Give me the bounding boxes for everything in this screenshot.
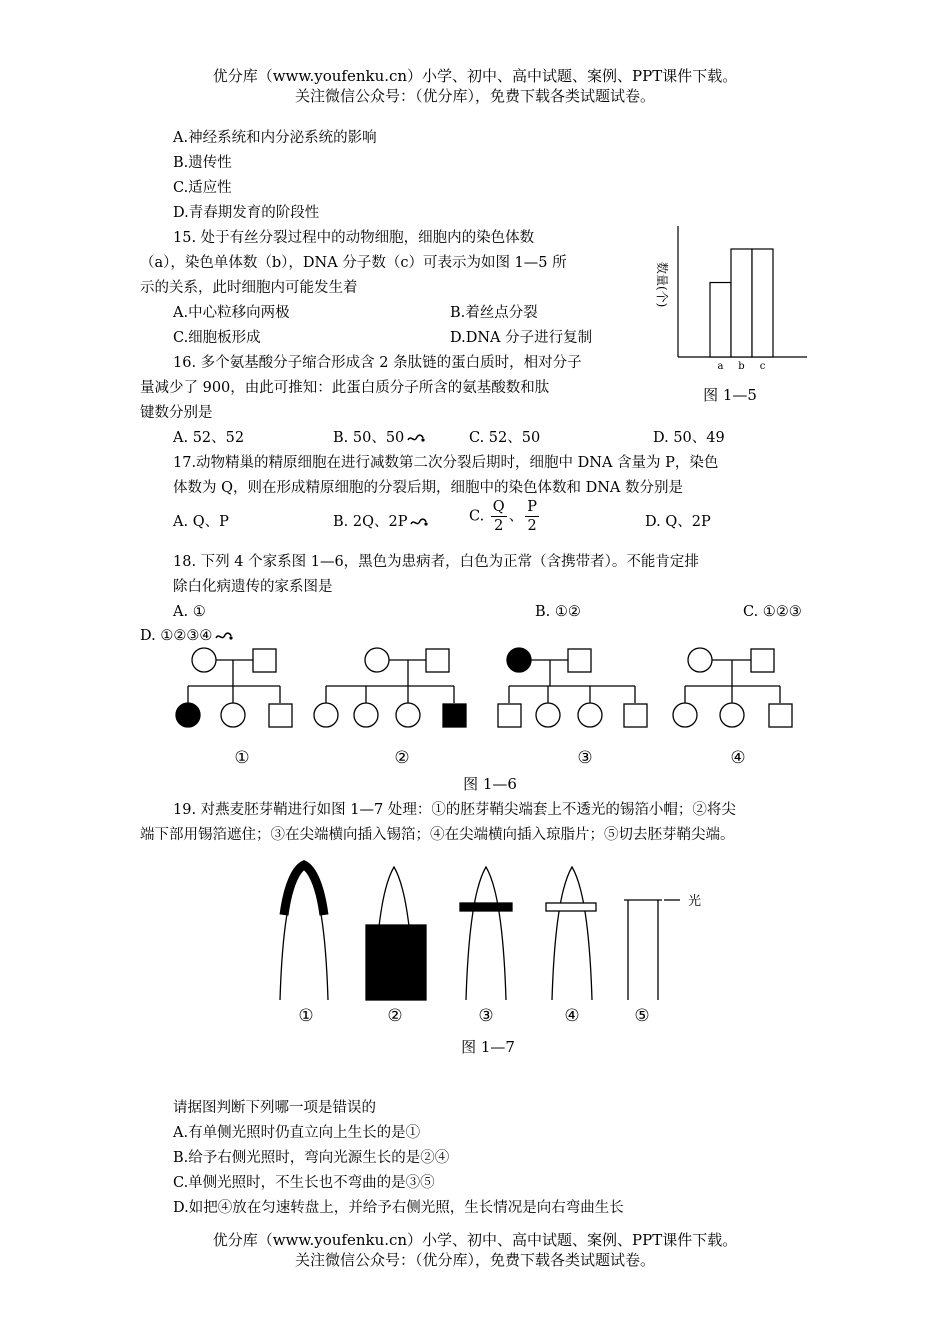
q17-stem-line-1: 17.动物精巢的精原细胞在进行减数第二次分裂后期时，细胞中 DNA 含量为 P，染色 xyxy=(173,455,719,471)
q18-option-c: C. ①②③ xyxy=(743,604,802,620)
bar-c xyxy=(752,249,773,357)
female-normal xyxy=(578,703,602,727)
fraction-denominator: 2 xyxy=(527,518,537,534)
female-normal xyxy=(673,703,697,727)
male-normal xyxy=(751,649,774,672)
agar-insert xyxy=(546,903,596,911)
figure-1-7-caption: 图 1—7 xyxy=(461,1038,515,1056)
pedigree-label-2: ② xyxy=(394,748,410,768)
foil-insert xyxy=(460,903,512,911)
pedigree-3 xyxy=(498,648,647,727)
coleoptile-4 xyxy=(546,867,596,1000)
q19-option-d: D.如把④放在匀速转盘上，并给予右侧光照，生长情况是向右弯曲生长 xyxy=(173,1200,624,1216)
q15-stem-line-2: （a），染色单体数（b），DNA 分子数（c）可表示为如图 1—5 所 xyxy=(140,255,567,271)
q17-option-c xyxy=(469,498,541,535)
q16-option-c: C. 52、50 xyxy=(469,430,541,446)
header-line-2: 关注微信公众号：（优分库），免费下载各类试题试卷。 xyxy=(294,87,655,105)
pedigree-label-3: ③ xyxy=(577,748,593,768)
pedigree-4 xyxy=(673,648,792,727)
male-normal xyxy=(769,704,792,727)
pedigree-1 xyxy=(176,648,292,727)
footer-line-1: 优分库（www.youfenku.cn）小学、初中、高中试题、案例、PPT课件下载。 xyxy=(212,1231,738,1249)
coleoptile-label-4: ④ xyxy=(564,1006,580,1026)
tick-label-b: b xyxy=(738,361,745,372)
q19-option-a: A.有单侧光照时仍直立向上生长的是① xyxy=(173,1125,421,1141)
pedigree-2 xyxy=(314,648,466,727)
q14-option-d: D.青春期发育的阶段性 xyxy=(173,205,320,221)
q14-option-c: C.适应性 xyxy=(173,180,232,196)
fraction-denominator: 2 xyxy=(494,518,504,534)
figure-1-5-chart xyxy=(650,222,810,407)
figure-1-6-pedigrees xyxy=(160,640,810,800)
light-label: 光 xyxy=(688,894,702,909)
y-axis-label: 数量(个) xyxy=(655,262,669,308)
tick-label-c: c xyxy=(759,361,766,372)
coleoptile-label-5: ⑤ xyxy=(634,1006,650,1026)
male-normal xyxy=(624,704,647,727)
q18-stem-line-1: 18. 下列 4 个家系图 1—6，黑色为患病者，白色为正常（含携带者）。不能肯定排 xyxy=(173,554,699,570)
coleoptile-label-1: ① xyxy=(298,1006,314,1026)
male-normal xyxy=(426,649,449,672)
q19-option-c: C.单侧光照时，不生长也不弯曲的是③⑤ xyxy=(173,1175,435,1191)
q16-stem-line-3: 键数分别是 xyxy=(140,405,213,421)
tick-label-a: a xyxy=(717,361,724,372)
female-normal xyxy=(365,648,389,672)
bar-a xyxy=(710,283,731,357)
male-normal xyxy=(253,649,276,672)
q18-stem-line-2: 除白化病遗传的家系图是 xyxy=(173,579,333,595)
female-normal xyxy=(688,648,712,672)
pedigree-label-4: ④ xyxy=(730,748,746,768)
q19-stem-line-1: 19. 对燕麦胚芽鞘进行如图 1—7 处理：①的胚芽鞘尖端套上不透光的锡箔小帽；②将尖 xyxy=(173,802,736,818)
fraction-separator: 、 xyxy=(508,508,524,525)
female-normal xyxy=(536,703,560,727)
pedigree-label-1: ① xyxy=(234,748,250,768)
q15-option-b: B.着丝点分裂 xyxy=(450,305,538,321)
page-footer xyxy=(0,1230,950,1270)
q17-stem-line-2: 体数为 Q，则在形成精原细胞的分裂后期，细胞中的染色体数和 DNA 数分别是 xyxy=(173,480,683,496)
q15-option-c: C.细胞板形成 xyxy=(173,330,261,346)
fraction-p-over-2 xyxy=(525,498,539,535)
coleoptile-label-2: ② xyxy=(387,1006,403,1026)
q14-option-a: A.神经系统和内分泌系统的影响 xyxy=(173,130,377,146)
coleoptile-3 xyxy=(460,867,512,1000)
coleoptile-1 xyxy=(280,865,328,1000)
q16-option-b xyxy=(333,426,426,451)
header-line-1: 优分库（www.youfenku.cn）小学、初中、高中试题、案例、PPT课件下载。 xyxy=(212,67,738,85)
q16-option-d: D. 50、49 xyxy=(653,430,725,446)
foil-wrap xyxy=(366,925,426,1000)
male-affected xyxy=(443,704,466,727)
q15-option-d: D.DNA 分子进行复制 xyxy=(450,330,593,346)
foil-cap xyxy=(284,865,324,915)
female-normal xyxy=(396,703,420,727)
q17-option-b-text: B. 2Q、2P xyxy=(333,514,408,530)
fraction-q-over-2 xyxy=(491,498,507,535)
female-normal xyxy=(720,703,744,727)
female-normal xyxy=(221,703,245,727)
coleoptile-label-3: ③ xyxy=(478,1006,494,1026)
q15-stem-line-3: 示的关系，此时细胞内可能发生着 xyxy=(140,280,358,296)
fraction-numerator: P xyxy=(527,499,537,515)
q19-option-b: B.给予右侧光照时，弯向光源生长的是②④ xyxy=(173,1150,450,1166)
q17-option-d: D. Q、2P xyxy=(645,514,711,530)
page-header xyxy=(0,66,950,106)
q18-option-b: B. ①② xyxy=(535,604,581,620)
squiggle-mark-icon xyxy=(409,516,429,528)
q17-option-a: A. Q、P xyxy=(173,514,229,530)
q16-stem-line-2: 量减少了 900，由此可推知：此蛋白质分子所含的氨基酸数和肽 xyxy=(140,380,550,396)
q17-option-b xyxy=(333,510,429,535)
q16-stem-line-1: 16. 多个氨基酸分子缩合形成含 2 条肽链的蛋白质时，相对分子 xyxy=(173,355,582,371)
q16-option-b-text: B. 50、50 xyxy=(333,430,405,446)
male-normal xyxy=(498,704,521,727)
male-normal xyxy=(568,649,591,672)
q16-option-a: A. 52、52 xyxy=(173,430,245,446)
figure-1-7-coleoptiles xyxy=(270,855,720,1060)
male-normal xyxy=(269,704,292,727)
q18-option-d-text: D. ①②③④ xyxy=(140,628,213,644)
female-normal xyxy=(354,703,378,727)
q19-stem-line-2: 端下部用锡箔遮住；③在尖端横向插入锡箔；④在尖端横向插入琼脂片；⑤切去胚芽鞘尖端。 xyxy=(140,827,735,843)
q18-option-a: A. ① xyxy=(173,604,206,620)
squiggle-mark-icon xyxy=(406,432,426,444)
fraction-numerator: Q xyxy=(492,499,505,515)
figure-1-6-caption: 图 1—6 xyxy=(463,775,517,793)
coleoptile-5-cut xyxy=(624,900,680,1000)
female-normal xyxy=(314,703,338,727)
female-normal xyxy=(192,648,216,672)
figure-1-5-caption: 图 1—5 xyxy=(703,386,757,404)
bar-b xyxy=(731,249,752,357)
female-affected xyxy=(176,703,200,727)
coleoptile-2 xyxy=(366,867,426,1000)
q15-stem-line-1: 15. 处于有丝分裂过程中的动物细胞，细胞内的染色体数 xyxy=(173,230,535,246)
q14-option-b: B.遗传性 xyxy=(173,155,232,171)
q15-option-a: A.中心粒移向两极 xyxy=(173,305,290,321)
footer-line-2: 关注微信公众号：（优分库），免费下载各类试题试卷。 xyxy=(294,1251,655,1269)
q19-prompt: 请据图判断下列哪一项是错误的 xyxy=(173,1100,376,1116)
q17-option-c-prefix: C. xyxy=(469,508,485,525)
female-affected xyxy=(507,648,531,672)
